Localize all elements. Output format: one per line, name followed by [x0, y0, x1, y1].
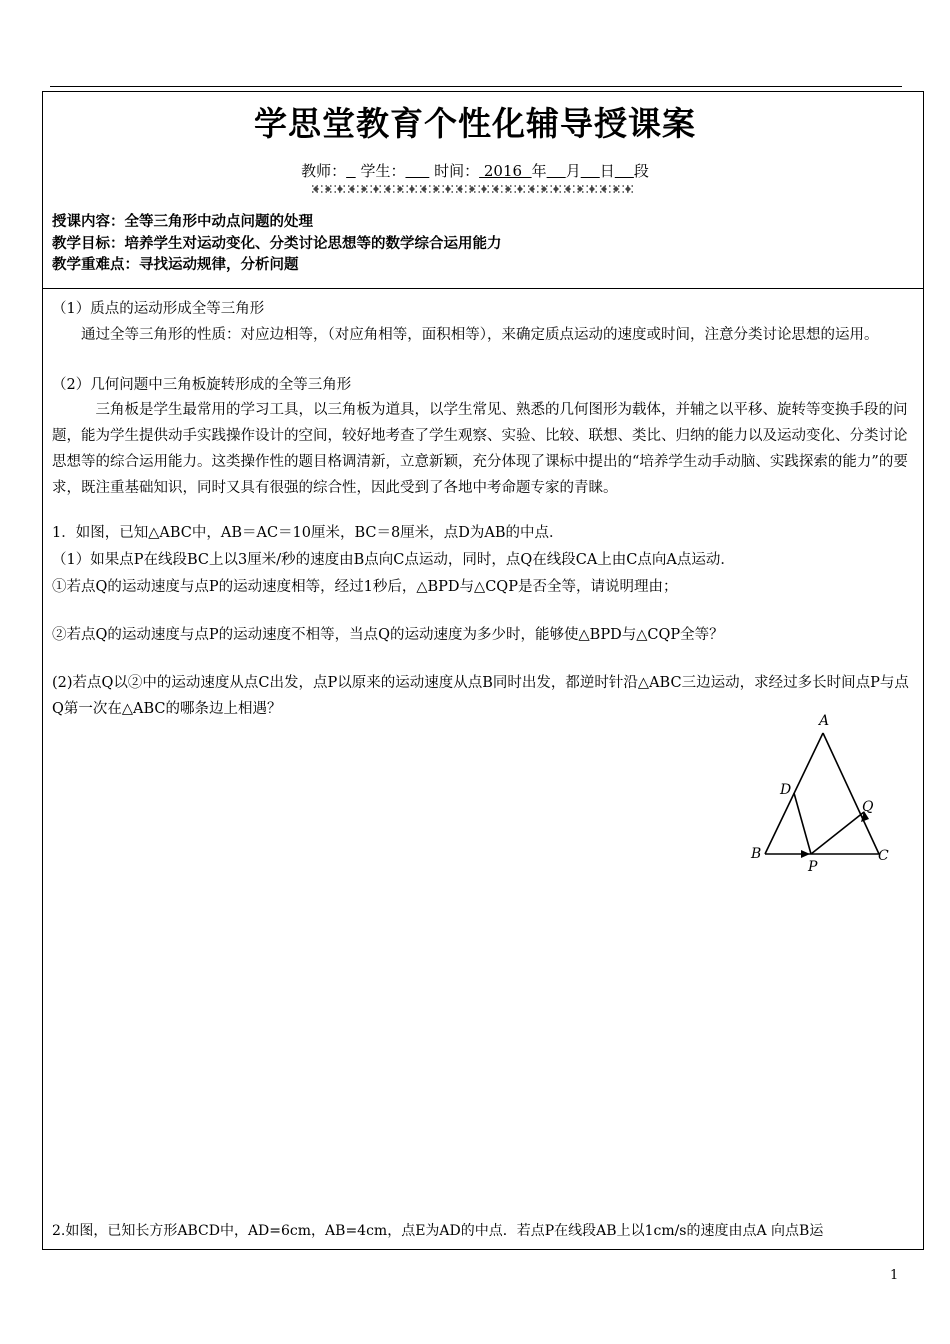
header-divider: [42, 288, 924, 289]
teaching-goal-value: 培养学生对运动变化、分类讨论思想等的数学综合运用能力: [124, 236, 502, 252]
year-value: 2016: [479, 162, 532, 180]
page-title: 学思堂教育个性化辅导授课案: [254, 104, 696, 143]
year-unit: 年: [531, 162, 547, 180]
border-diamond: [601, 186, 607, 192]
month-value: [547, 162, 566, 180]
day-value: [581, 162, 600, 180]
border-diamond: [325, 186, 331, 192]
teacher-value: [346, 162, 356, 180]
border-diamond: [589, 186, 595, 192]
question-2-intro: 2.如图，已知长方形ABCD中，AD=6cm，AB=4cm，点E为AD的中点．若点P在线段AB上以1cm/s的速度由点A 向点B运: [52, 1223, 824, 1239]
student-value: [405, 162, 429, 180]
border-diamond: [445, 186, 451, 192]
border-diamond: [361, 186, 367, 192]
border-diamond: [481, 186, 487, 192]
header-rule: [50, 86, 902, 87]
border-diamond: [505, 186, 511, 192]
key-points-label: 教学重难点：: [52, 257, 139, 273]
lesson-content-value: 全等三角形中动点问题的处理: [124, 214, 313, 230]
border-diamond: [565, 186, 571, 192]
border-diamond: [349, 186, 355, 192]
question-1-part-1: （1）如果点P在线段BC上以3厘米/秒的速度由B点向C点运动，同时，点Q在线段CA上由C点向A点运动．: [52, 552, 735, 568]
section-1-text: 通过全等三角形的性质：对应边相等，（对应角相等，面积相等），来确定质点运动的速度或时间，注意分类讨论思想的运用。: [81, 327, 879, 343]
meta-line: [0, 160, 950, 181]
key-points-line: [52, 256, 299, 274]
section-2-text: 三角板是学生最常用的学习工具，以三角板为道具，以学生常见、熟悉的几何图形为载体，并辅之以平移、旋转等变换手段的问题，能为学生提供动手实践操作设计的空间，较好地考查了学生观察、实验、比较、联想、类比、归纳的能力以及运动变化、分类讨论思想等的综合运用能力。这类操作性的题目格调清新，立意新颖，充分体现了课标中提出的“培养学生动手动脑、实践探索的能力”的要求，既注重基础知识，同时又具有很强的综合性，因此受到了各地中考命题专家的青睐。: [52, 402, 908, 496]
border-diamond: [409, 186, 415, 192]
figure-label-p: P: [808, 859, 818, 875]
month-unit: 月: [565, 162, 581, 180]
border-diamond: [313, 186, 319, 192]
border-diamond: [517, 186, 523, 192]
period-unit: 段: [633, 162, 649, 180]
border-diamond: [577, 186, 583, 192]
border-diamond: [337, 186, 343, 192]
border-diamond: [553, 186, 559, 192]
border-diamond: [541, 186, 547, 192]
border-diamond: [373, 186, 379, 192]
border-diamond: [397, 186, 403, 192]
section-2-title: （2）几何问题中三角板旋转形成的全等三角形: [52, 377, 352, 393]
border-diamond: [385, 186, 391, 192]
triangle-figure: [745, 708, 905, 878]
border-diamond: [457, 186, 463, 192]
border-diamond: [433, 186, 439, 192]
figure-label-d: D: [780, 782, 792, 798]
question-1-sub-2: ②若点Q的运动速度与点P的运动速度不相等，当点Q的运动速度为多少时，能够使△BPD与△CQP全等？: [52, 627, 724, 643]
lesson-content-label: 授课内容：: [52, 214, 125, 230]
border-diamond: [613, 186, 619, 192]
period-value: [615, 162, 634, 180]
teacher-label: 教师：: [301, 162, 347, 180]
teaching-goal-label: 教学目标：: [52, 236, 125, 252]
border-diamond: [529, 186, 535, 192]
figure-label-b: B: [751, 846, 762, 862]
key-points-value: 寻找运动规律，分析问题: [139, 257, 299, 273]
border-diamond: [469, 186, 475, 192]
day-unit: 日: [599, 162, 615, 180]
student-label: 学生：: [360, 162, 406, 180]
figure-label-a: A: [819, 713, 830, 729]
figure-label-q: Q: [862, 799, 874, 815]
teaching-goal-line: [52, 235, 502, 253]
page-number: 1: [890, 1268, 899, 1283]
border-diamond: [421, 186, 427, 192]
figure-label-c: C: [878, 848, 889, 864]
section-1-title: （1）质点的运动形成全等三角形: [52, 301, 265, 317]
border-diamond: [625, 186, 631, 192]
time-label: 时间：: [434, 162, 480, 180]
lesson-content-line: [52, 213, 313, 231]
border-diamond: [493, 186, 499, 192]
question-1-sub-1: ①若点Q的运动速度与点P的运动速度相等，经过1秒后，△BPD与△CQP是否全等，请说明理由；: [52, 579, 678, 595]
decorative-dot-border: [312, 183, 634, 195]
question-1-part-2: (2)若点Q以②中的运动速度从点C出发，点P以原来的运动速度从点B同时出发，都逆时针沿△ABC三边运动，求经过多长时间点P与点Q第一次在△ABC的哪条边上相遇？: [52, 675, 909, 717]
question-1-intro: 1．如图，已知△ABC中，AB＝AC＝10厘米，BC＝8厘米，点D为AB的中点．: [52, 525, 564, 541]
